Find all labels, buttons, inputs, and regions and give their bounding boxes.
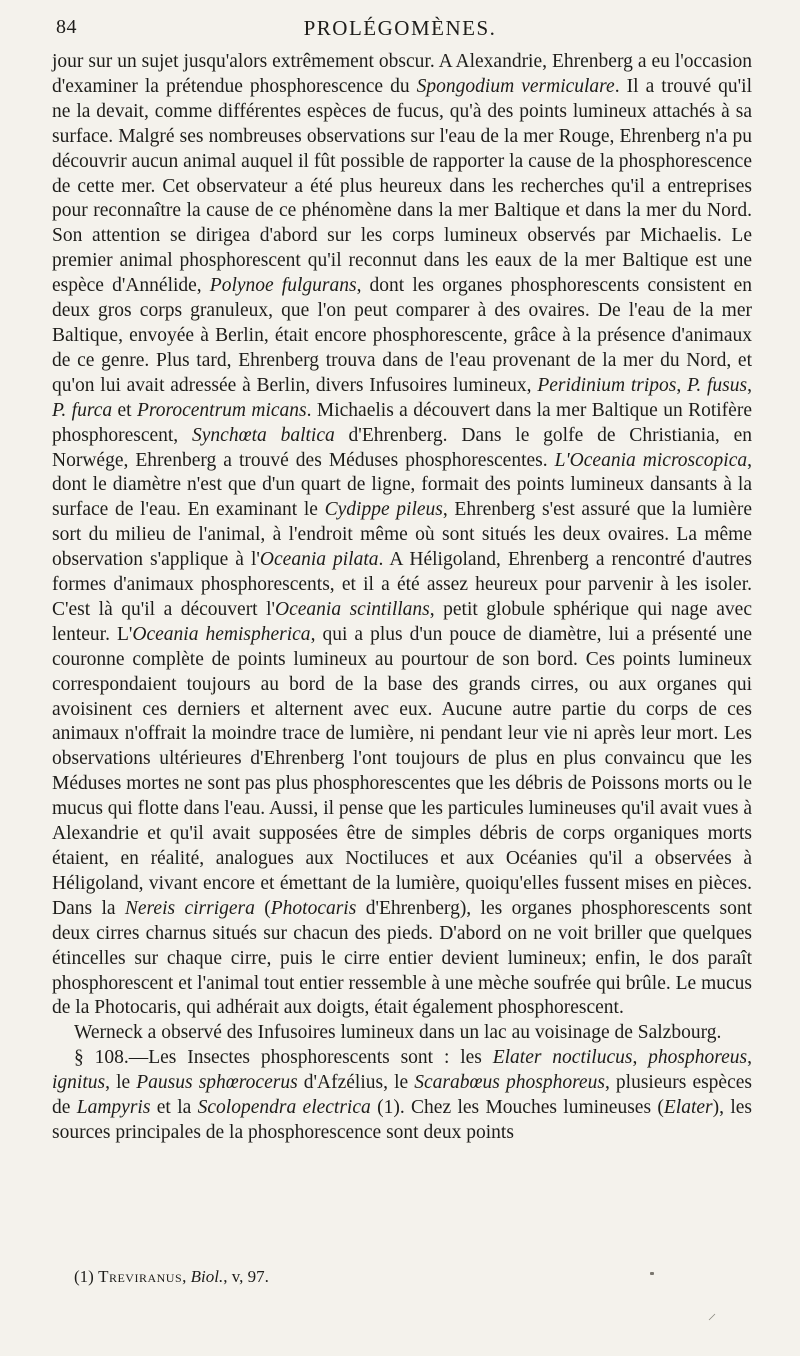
species-name: P. fusus bbox=[686, 374, 748, 396]
species-name: Photocaris bbox=[270, 897, 357, 919]
species-name: Lampyris bbox=[76, 1097, 151, 1119]
footnote: (1) Treviranus, Biol., v, 97. bbox=[74, 1267, 269, 1286]
text-run: ), les sources principales de la phosphorescence sont deux points bbox=[52, 1097, 752, 1143]
species-name: Oceania hemispherica bbox=[132, 623, 311, 645]
text-run: d'Ehrenberg), les organes phosphorescents sont deux cirres charnus situés sur chacun des pieds. D'abord on ne voit briller que quelques étincelles sur chaque cirre, puis le cirre entier devient lumineux; enfin, le dos paraît phosphorescent et l'animal tout entier ressemble à une mèche soufrée qui brûle. Le mucus de la Photocaris, qui adhérait aux doigts, était également phosphorescent. bbox=[52, 897, 752, 1019]
text-run: ( bbox=[254, 897, 271, 919]
text-run: , dont le diamètre n'est que d'un quart de ligne, formait des points lumineux dansants à la surface de l'eau. En examinant le bbox=[52, 449, 752, 521]
text-run: § 108.—Les Insectes phosphorescents sont : les bbox=[74, 1047, 493, 1069]
ink-dot-icon bbox=[650, 1272, 654, 1275]
species-name: L'Oceania microscopica bbox=[554, 449, 748, 471]
footnote-author: Treviranus bbox=[98, 1267, 183, 1286]
text-run: , bbox=[747, 1047, 752, 1069]
paragraph-werneck: Werneck a observé des Infusoires lumineux dans un lac au voisinage de Salzbourg. bbox=[74, 1022, 722, 1044]
species-name: Nereis cirrigera bbox=[124, 897, 255, 919]
species-name: P. furca bbox=[52, 399, 113, 421]
text-run: . A Héligoland, Ehrenberg a rencontré d'autres formes d'animaux phosphorescents, et il a été assez heureux pour parvenir à les isoler. C'est là qu'il a découvert l' bbox=[52, 549, 753, 620]
species-name: Spongodium vermiculare bbox=[416, 75, 615, 97]
text-run: . Il a trouvé qu'il ne la devait, comme différentes espèces de fucus, qu'à des points lumineux attachés à sa surface. Malgré ses nombreuses observations sur l'eau de la mer Rouge, Ehrenberg n'a pu découvrir aucun animal auquel il fût possible de rapporter la cause de la phosphorescence de cette mer. Cet observateur a été plus heureux dans les recherches qu'il a entreprises pour reconnaître la cause de ce phénomène dans la mer Baltique et dans la mer du Nord. Son attention se dirigea d'abord sur les corps lumineux observés par Michaelis. Le premier animal phosphorescent qu'il reconnut dans les eaux de la mer Baltique est une espèce d'Annélide, bbox=[52, 75, 753, 297]
text-run: et la bbox=[150, 1097, 198, 1119]
text-run: d'Afzélius, le bbox=[297, 1072, 415, 1094]
species-name: Synchœta baltica bbox=[192, 424, 335, 446]
footnote-location: , v, 97. bbox=[223, 1267, 269, 1286]
species-name: Prorocentrum micans bbox=[136, 399, 307, 421]
text-run: d'Ehrenberg. Dans le golfe de Christiania, en Norwége, Ehrenberg a trouvé des Méduses phosphorescentes. bbox=[52, 424, 752, 471]
text-run: , plusieurs espèces de bbox=[52, 1072, 752, 1119]
species-name: Oceania pilata bbox=[259, 549, 379, 571]
species-name: Elater noctilucus bbox=[492, 1047, 633, 1069]
species-name: phosphoreus bbox=[648, 1047, 748, 1069]
text-run: (1). Chez les Mouches lumineuses ( bbox=[370, 1097, 664, 1119]
text-run: , bbox=[747, 374, 752, 396]
species-name: Peridinium tripos bbox=[537, 374, 677, 396]
page-number: 84 bbox=[56, 16, 77, 38]
text-run: . Michaelis a découvert dans la mer Baltique un Rotifère phosphorescent, bbox=[52, 399, 752, 446]
ink-speck-icon bbox=[708, 1313, 716, 1321]
text-run: , bbox=[632, 1047, 649, 1069]
text-run: jour sur un sujet jusqu'alors extrêmement obscur. A Alexandrie, Ehrenberg a eu l'occasion d'examiner la prétendue phosphorescence du bbox=[52, 51, 752, 97]
text-run: , dont les organes phosphorescents consistent en deux gros corps granuleux, que l'on peut comparer à des ovaires. De l'eau de la mer Baltique, envoyée à Berlin, était encore phosphorescente, grâce à la présence d'animaux de ce genre. Plus tard, Ehrenberg trouva dans de l'eau provenant de la mer du Nord, et qu'on lui avait adressée à Berlin, divers Infusoires lumineux, bbox=[52, 275, 752, 396]
running-title: PROLÉGOMÈNES. bbox=[303, 16, 497, 40]
text-run: , petit globule sphérique qui nage avec lenteur. L' bbox=[52, 598, 752, 645]
text-run: , bbox=[676, 374, 687, 396]
species-name: Elater bbox=[663, 1097, 713, 1119]
species-name: ignitus bbox=[52, 1072, 106, 1094]
footnote-title: Biol. bbox=[190, 1267, 224, 1286]
text-run: , le bbox=[105, 1072, 137, 1094]
species-name: Pausus sphœrocerus bbox=[136, 1072, 298, 1094]
text-run: , qui a plus d'un pouce de diamètre, lui a présenté une couronne complète de points lumineux au pourtour de son bord. Ces points lumineux correspondaient toujours au bord de la base des grands cirres, ou aux organes qui avoisinent ces derniers et alternent avec eux. Aucune autre partie du corps de ces animaux n'offrait la moindre trace de lumière, ni pendant leur vie ni après leur mort. Les observations ultérieures d'Ehrenberg l'ont toujours de plus en plus convaincu que les Méduses mortes ne sont pas plus phosphorescentes que les débris de Poissons morts ou le mucus qui flotte dans l'eau. Aussi, il pense que les particules lumineuses qu'il avait vues à Alexandrie et qu'il avait supposées être de simples débris de corps organiques morts étaient, en réalité, analogues aux Noctiluces et aux Océanies qu'il a observées à Héligoland, vivant encore et émettant de la lumière, quoiqu'elles fussent mises en pièces. Dans la bbox=[52, 623, 752, 919]
paragraph-ehrenberg bbox=[52, 50, 752, 1021]
species-name: Scarabœus phosphoreus bbox=[414, 1072, 605, 1094]
species-name: Scolopendra electrica bbox=[197, 1097, 371, 1119]
footnote-marker: (1) bbox=[74, 1267, 94, 1286]
text-run: , Ehrenberg s'est assuré que la lumière sort du milieu de l'animal, à l'endroit même où sont situés les deux ovaires. La même observation s'applique à l' bbox=[52, 499, 752, 571]
species-name: Polynoe fulgurans bbox=[209, 275, 357, 297]
text-run: et bbox=[112, 399, 137, 421]
species-name: Cydippe pileus bbox=[324, 499, 443, 521]
page-header bbox=[56, 16, 744, 46]
body-text bbox=[52, 50, 752, 1146]
paragraph-section-108 bbox=[52, 1046, 752, 1146]
species-name: Oceania scintillans bbox=[275, 598, 430, 620]
